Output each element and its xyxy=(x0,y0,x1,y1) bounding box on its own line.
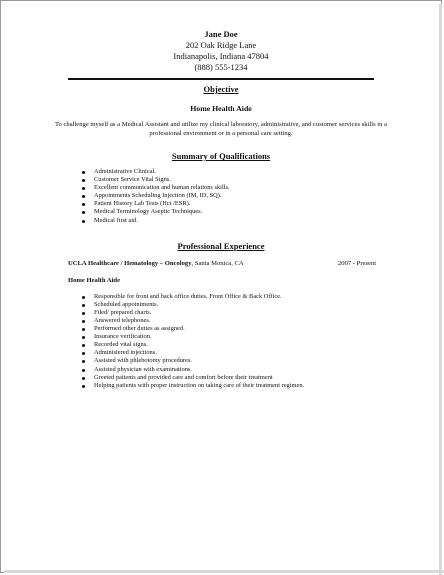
list-item: Appointments Scheduling Injection (IM, ID, SQ). xyxy=(80,192,441,200)
list-item: Scheduled appointments. xyxy=(80,301,441,309)
list-item: Performed other duties as assigned. xyxy=(80,325,441,333)
qualifications-list xyxy=(80,168,441,225)
street-address: 202 Oak Ridge Lane xyxy=(185,40,257,50)
list-item: Filed/ prepared charts. xyxy=(80,309,441,317)
objective-text: To challenge myself as a Medical Assistant and utilize my clinical laboratory, administrative, and customer services skills in a professional environment or in a personal care setting. xyxy=(54,121,387,137)
duties-list xyxy=(80,293,441,390)
list-item: Helping patients with proper instruction on taking care of their treatment regimen. xyxy=(80,382,441,390)
list-item: Recorded vital signs. xyxy=(80,341,441,349)
list-item: Medical first aid. xyxy=(80,217,441,225)
job-dates: 2007 - Present xyxy=(338,259,377,267)
employer xyxy=(68,260,244,267)
employer-location: , Santa Monica, CA xyxy=(191,259,244,267)
list-item: Customer Service Vital Signs. xyxy=(80,176,441,184)
header-divider xyxy=(68,78,374,80)
page-shadow-right xyxy=(439,4,442,575)
list-item: Assisted physician with examinations. xyxy=(80,366,441,374)
resume-header xyxy=(1,29,441,73)
list-item: Greeted patients and provided care and comfort before their treatment xyxy=(80,374,441,382)
city-state-zip: Indianapolis, Indiana 47804 xyxy=(173,51,269,61)
job-title: Home Health Aide xyxy=(68,276,121,284)
phone-number: (888) 555-1234 xyxy=(194,62,248,72)
list-item: Assisted with phlebotomy procedures. xyxy=(80,357,441,365)
list-item: Excellent communication and human relations skills. xyxy=(80,184,441,192)
objective-heading: Objective xyxy=(203,84,239,94)
job-row xyxy=(1,260,441,269)
page-shadow-bottom xyxy=(4,570,444,573)
list-item: Patient History Lab Tests (Hct /ESR). xyxy=(80,200,441,208)
list-item: Insurance verification. xyxy=(80,333,441,341)
candidate-name: Jane Doe xyxy=(204,29,238,39)
list-item: Responsible for front and back office duties. Front Office & Back Office. xyxy=(80,293,441,301)
employer-name: UCLA Healthcare / Hematology – Oncology xyxy=(68,259,192,267)
qualifications-heading: Summary of Qualifications xyxy=(171,151,271,161)
objective-role: Home Health Aide xyxy=(190,104,252,113)
list-item: Administrative Clinical. xyxy=(80,168,441,176)
list-item: Administered injections. xyxy=(80,349,441,357)
list-item: Answered telephones. xyxy=(80,317,441,325)
experience-heading: Professional Experience xyxy=(177,240,265,251)
list-item: Medical Terminology Aseptic Techniques. xyxy=(80,208,441,216)
